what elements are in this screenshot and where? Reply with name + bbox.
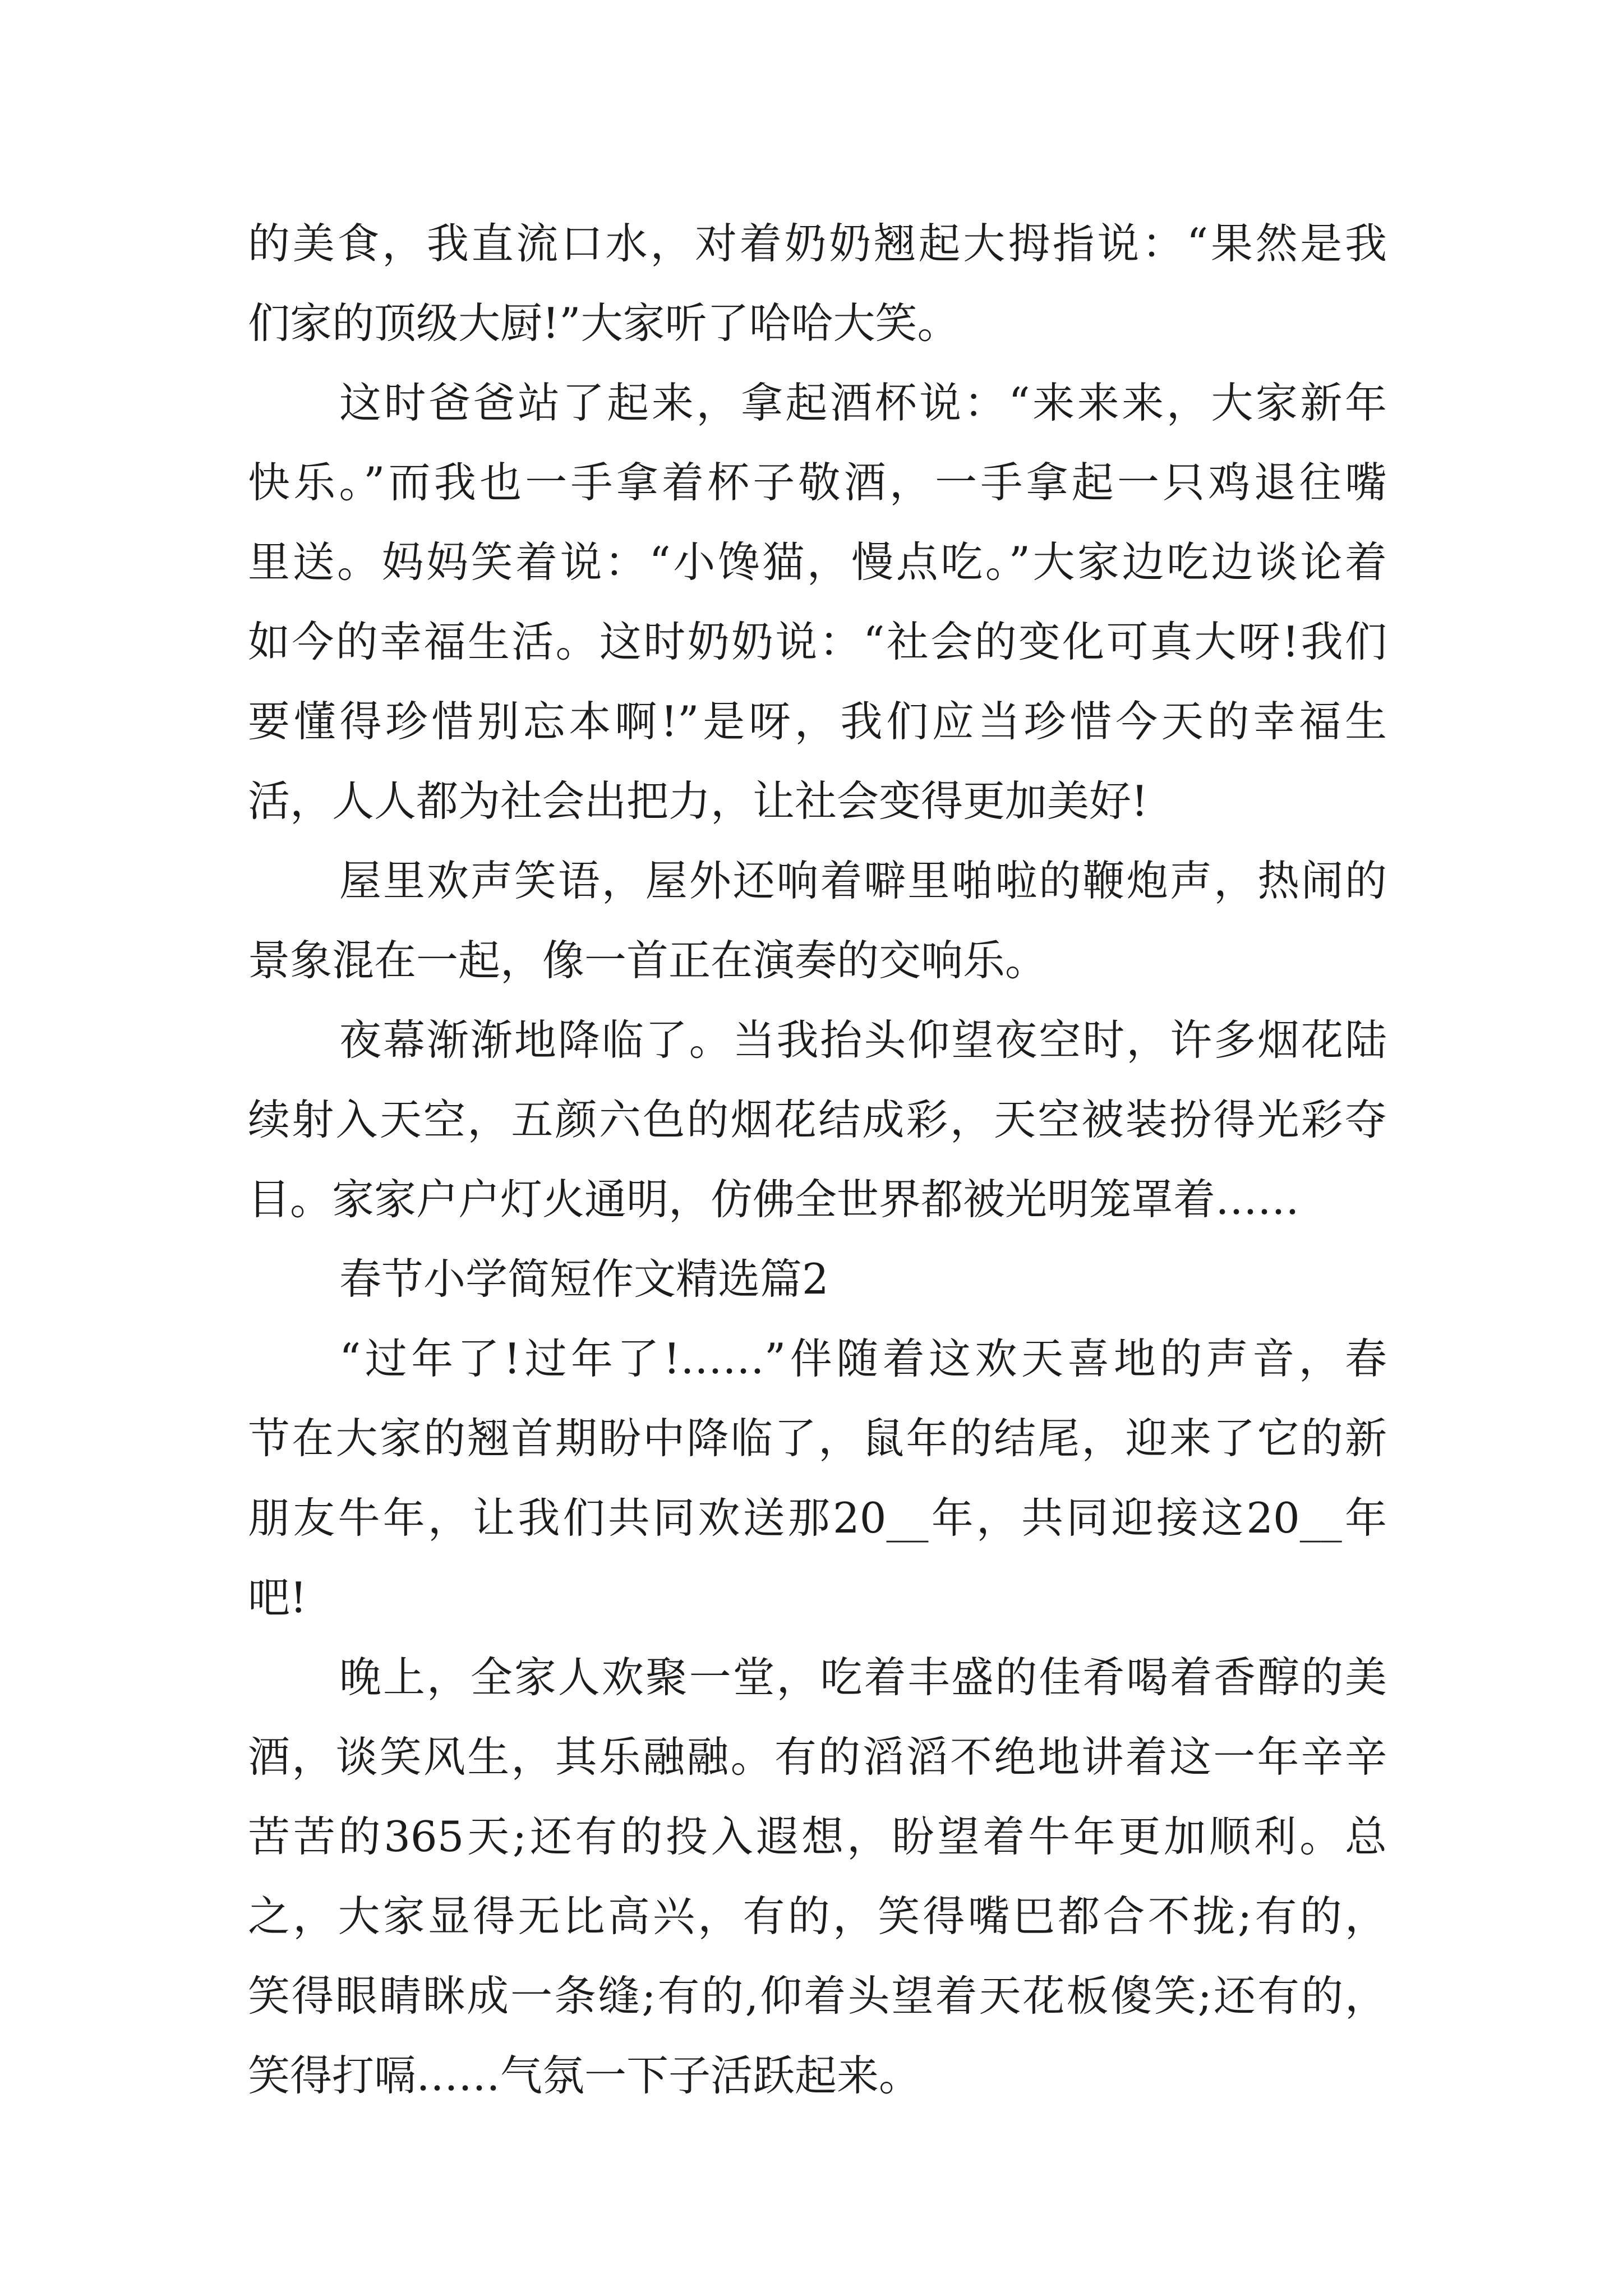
section-heading-text: 春节小学简短作文精选篇2 bbox=[339, 1254, 829, 1304]
paragraph bbox=[248, 841, 1387, 1000]
paragraph bbox=[248, 204, 1387, 363]
text-line: 笑得打嗝……气氛一下子活跃起来。 bbox=[248, 2051, 921, 2100]
text-line: 如今的幸福生活。这时奶奶说：“社会的变化可真大呀!我们 bbox=[248, 617, 1387, 666]
text-line: 笑得眼睛眯成一条缝;有的,仰着头望着天花板傻笑;还有的， bbox=[248, 1971, 1387, 2021]
text-line: 活，人人都为社会出把力，让社会变得更加美好! bbox=[248, 776, 1149, 826]
text-line: 目。家家户户灯火通明，仿佛全世界都被光明笼罩着…… bbox=[248, 1175, 1300, 1224]
text-line: 朋友牛年，让我们共同欢送那20__年，共同迎接这20__年 bbox=[248, 1493, 1387, 1543]
text-line: 这时爸爸站了起来，拿起酒杯说：“来来来，大家新年 bbox=[339, 378, 1387, 427]
text-line: 的美食，我直流口水，对着奶奶翘起大拇指说：“果然是我 bbox=[248, 219, 1387, 268]
text-line: 里送。妈妈笑着说：“小馋猫，慢点吃。”大家边吃边谈论着 bbox=[248, 537, 1387, 587]
text-line: “过年了!过年了!……”伴随着这欢天喜地的声音，春 bbox=[339, 1334, 1387, 1383]
text-line: 酒，谈笑风生，其乐融融。有的滔滔不绝地讲着这一年辛辛 bbox=[248, 1732, 1387, 1782]
paragraph bbox=[248, 1637, 1387, 2115]
text-line: 苦苦的365天;还有的投入遐想，盼望着牛年更加顺利。总 bbox=[248, 1812, 1387, 1861]
text-line: 快乐。”而我也一手拿着杯子敬酒，一手拿起一只鸡退往嘴 bbox=[248, 458, 1387, 507]
text-line: 夜幕渐渐地降临了。当我抬头仰望夜空时，许多烟花陆 bbox=[339, 1015, 1387, 1065]
text-line: 屋里欢声笑语，屋外还响着噼里啪啦的鞭炮声，热闹的 bbox=[339, 856, 1387, 905]
text-line: 节在大家的翘首期盼中降临了，鼠年的结尾，迎来了它的新 bbox=[248, 1414, 1387, 1463]
text-line: 们家的顶级大厨!”大家听了哈哈大笑。 bbox=[248, 298, 960, 348]
text-line: 晚上，全家人欢聚一堂，吃着丰盛的佳肴喝着香醇的美 bbox=[339, 1653, 1387, 1702]
paragraph bbox=[248, 1000, 1387, 1239]
text-line: 续射入天空，五颜六色的烟花结成彩，天空被装扮得光彩夺 bbox=[248, 1095, 1387, 1144]
text-line: 景象混在一起，像一首正在演奏的交响乐。 bbox=[248, 936, 1048, 985]
text-line: 之，大家显得无比高兴，有的，笑得嘴巴都合不拢;有的， bbox=[248, 1892, 1387, 1941]
text-line: 吧! bbox=[248, 1573, 307, 1622]
paragraph bbox=[248, 1319, 1387, 1637]
text-line: 要懂得珍惜别忘本啊!”是呀，我们应当珍惜今天的幸福生 bbox=[248, 697, 1387, 746]
document-body bbox=[248, 204, 1387, 2115]
paragraph bbox=[248, 363, 1387, 841]
section-heading bbox=[248, 1239, 1387, 1319]
